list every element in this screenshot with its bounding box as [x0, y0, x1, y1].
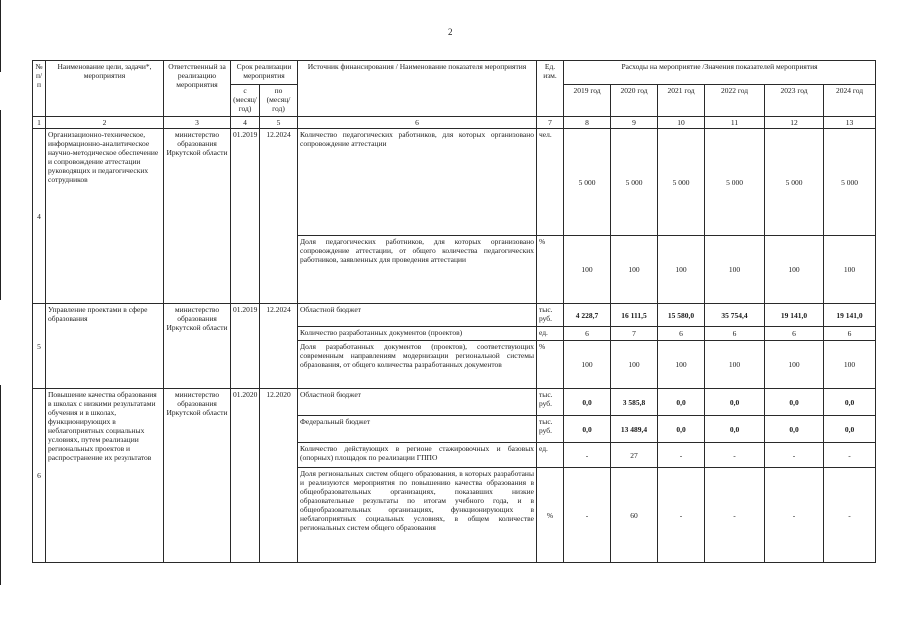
- value-2019: 6: [564, 327, 611, 341]
- left-edge-line: [0, 385, 1, 585]
- header-year-2021: 2021 год: [658, 85, 705, 117]
- col-number: 3: [164, 117, 231, 129]
- value-2019: 100: [564, 236, 611, 304]
- col-number: 9: [611, 117, 658, 129]
- value-2024: 0,0: [824, 416, 876, 443]
- indicator-name: Доля разработанных документов (проектов), соответствующих современным направлениям модернизации региональной системы образования, от общего количества разработанных документов: [298, 341, 537, 389]
- indicator-unit: тыс. руб.: [537, 304, 564, 327]
- indicator-unit: ед.: [537, 443, 564, 468]
- value-2019: 0,0: [564, 416, 611, 443]
- col-number: 5: [260, 117, 298, 129]
- col-number: 1: [33, 117, 46, 129]
- value-2019: 0,0: [564, 389, 611, 416]
- value-2022: -: [705, 443, 765, 468]
- value-2024: 6: [824, 327, 876, 341]
- row-number: 6: [33, 389, 46, 563]
- value-2019: -: [564, 443, 611, 468]
- col-number: 10: [658, 117, 705, 129]
- value-2022: -: [705, 468, 765, 563]
- col-number: 13: [824, 117, 876, 129]
- header-to: по (месяц/ год): [260, 85, 298, 117]
- col-number: 12: [765, 117, 824, 129]
- value-2019: -: [564, 468, 611, 563]
- term-to: 12.2020: [260, 389, 298, 563]
- header-from: с (месяц/ год): [231, 85, 260, 117]
- indicator-name: Количество педагогических работников, для которых организовано сопровождение аттестации: [298, 129, 537, 236]
- header-num: № п/п: [33, 61, 46, 117]
- indicator-unit: тыс. руб.: [537, 389, 564, 416]
- indicator-name: Доля педагогических работников, для которых организовано сопровождение аттестации, от общего количества педагогических работников, заявленных для проведения аттестации: [298, 236, 537, 304]
- value-2023: 5 000: [765, 129, 824, 236]
- value-2021: 100: [658, 341, 705, 389]
- value-2019: 100: [564, 341, 611, 389]
- value-2024: -: [824, 468, 876, 563]
- value-2023: -: [765, 468, 824, 563]
- row-number: 5: [33, 304, 46, 389]
- col-number: 4: [231, 117, 260, 129]
- measure-name: Организационно-техническое, информационно-аналитическое научно-методическое обеспечение и сопровождение аттестации руководящих и педагогических сотрудников: [46, 129, 164, 304]
- indicator-name: Федеральный бюджет: [298, 416, 537, 443]
- value-2023: -: [765, 443, 824, 468]
- col-number: 2: [46, 117, 164, 129]
- value-2024: 100: [824, 341, 876, 389]
- indicator-unit: %: [537, 236, 564, 304]
- value-2024: -: [824, 443, 876, 468]
- value-2023: 19 141,0: [765, 304, 824, 327]
- indicator-unit: %: [537, 468, 564, 563]
- value-2019: 4 228,7: [564, 304, 611, 327]
- value-2022: 0,0: [705, 389, 765, 416]
- value-2022: 100: [705, 341, 765, 389]
- value-2023: 6: [765, 327, 824, 341]
- value-2021: -: [658, 443, 705, 468]
- value-2024: 100: [824, 236, 876, 304]
- header-year-2024: 2024 год: [824, 85, 876, 117]
- header-name: Наименование цели, задачи*, мероприятия: [46, 61, 164, 117]
- responsible: министерство образования Иркутской области: [164, 304, 231, 389]
- value-2024: 5 000: [824, 129, 876, 236]
- responsible: министерство образования Иркутской области: [164, 389, 231, 563]
- header-responsible: Ответственный за реализацию мероприятия: [164, 61, 231, 117]
- left-edge-line: [0, 110, 1, 300]
- measure-name: Управление проектами в сфере образования: [46, 304, 164, 389]
- value-2021: 6: [658, 327, 705, 341]
- value-2020: 5 000: [611, 129, 658, 236]
- term-from: 01.2019: [231, 304, 260, 389]
- value-2020: 27: [611, 443, 658, 468]
- value-2021: 100: [658, 236, 705, 304]
- col-number: 8: [564, 117, 611, 129]
- indicator-unit: ед.: [537, 327, 564, 341]
- measure-name: Повышение качества образования в школах с низкими результатами обучения и в школах, функционирующих в неблагоприятных социальных условиях, путем реализации региональных проектов и распространение их результатов: [46, 389, 164, 563]
- indicator-name: Областной бюджет: [298, 389, 537, 416]
- value-2024: 0,0: [824, 389, 876, 416]
- value-2021: 0,0: [658, 416, 705, 443]
- value-2024: 19 141,0: [824, 304, 876, 327]
- term-to: 12.2024: [260, 304, 298, 389]
- indicator-unit: %: [537, 341, 564, 389]
- value-2019: 5 000: [564, 129, 611, 236]
- value-2020: 16 111,5: [611, 304, 658, 327]
- value-2023: 100: [765, 236, 824, 304]
- indicator-name: Доля региональных систем общего образования, в которых разработаны и реализуются мероприятия по повышению качества образования в общеобразовательных организациях, показавших низкие образовательные результаты по итогам учебного года, и в общеобразовательных организациях, функционирующих в неблагоприятных социальных условиях, в общем количестве региональных систем общего образования: [298, 468, 537, 563]
- header-unit: Ед. изм.: [537, 61, 564, 117]
- header-year-2022: 2022 год: [705, 85, 765, 117]
- value-2021: -: [658, 468, 705, 563]
- value-2020: 60: [611, 468, 658, 563]
- indicator-name: Областной бюджет: [298, 304, 537, 327]
- indicator-unit: тыс. руб.: [537, 416, 564, 443]
- page-number: 2: [448, 27, 453, 37]
- term-from: 01.2020: [231, 389, 260, 563]
- value-2020: 100: [611, 341, 658, 389]
- indicator-name: Количество действующих в регионе стажировочных и базовых (опорных) площадок по реализации ГППО: [298, 443, 537, 468]
- program-table: [32, 60, 876, 563]
- value-2020: 7: [611, 327, 658, 341]
- col-number: 6: [298, 117, 537, 129]
- value-2022: 5 000: [705, 129, 765, 236]
- header-year-2023: 2023 год: [765, 85, 824, 117]
- left-edge-line: [0, 0, 1, 72]
- value-2022: 6: [705, 327, 765, 341]
- value-2021: 5 000: [658, 129, 705, 236]
- value-2023: 0,0: [765, 389, 824, 416]
- value-2023: 100: [765, 341, 824, 389]
- col-number: 7: [537, 117, 564, 129]
- indicator-unit: чел.: [537, 129, 564, 236]
- value-2022: 35 754,4: [705, 304, 765, 327]
- value-2022: 0,0: [705, 416, 765, 443]
- value-2022: 100: [705, 236, 765, 304]
- row-number: 4: [33, 129, 46, 304]
- header-year-2019: 2019 год: [564, 85, 611, 117]
- value-2020: 100: [611, 236, 658, 304]
- value-2021: 0,0: [658, 389, 705, 416]
- responsible: министерство образования Иркутской области: [164, 129, 231, 304]
- header-term: Срок реализации мероприятия: [231, 61, 298, 85]
- header-expenses: Расходы на мероприятие /Значения показателей мероприятия: [564, 61, 876, 85]
- header-year-2020: 2020 год: [611, 85, 658, 117]
- col-number: 11: [705, 117, 765, 129]
- indicator-name: Количество разработанных документов (проектов): [298, 327, 537, 341]
- term-from: 01.2019: [231, 129, 260, 304]
- value-2020: 13 489,4: [611, 416, 658, 443]
- term-to: 12.2024: [260, 129, 298, 304]
- value-2023: 0,0: [765, 416, 824, 443]
- value-2021: 15 580,0: [658, 304, 705, 327]
- value-2020: 3 585,8: [611, 389, 658, 416]
- header-source: Источник финансирования / Наименование показателя мероприятия: [298, 61, 537, 117]
